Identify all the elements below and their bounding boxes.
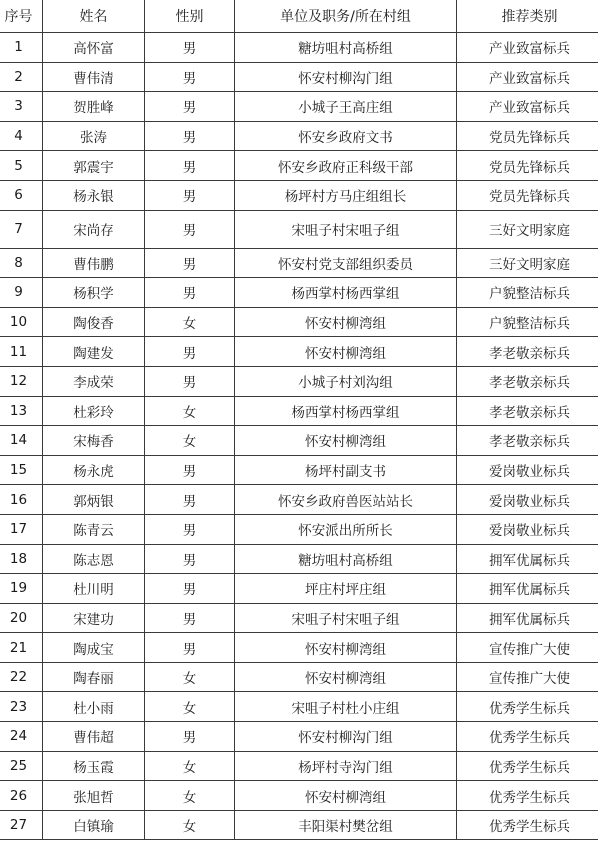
cell-gender: 女 bbox=[145, 426, 235, 456]
cell-category: 党员先锋标兵 bbox=[457, 180, 598, 210]
cell-unit-position: 怀安乡政府文书 bbox=[235, 121, 457, 151]
cell-serial-number: 26 bbox=[0, 781, 43, 811]
cell-serial-number: 6 bbox=[0, 180, 43, 210]
cell-unit-position: 糖坊咀村高桥组 bbox=[235, 33, 457, 63]
table-row bbox=[0, 426, 598, 456]
table-row bbox=[0, 337, 598, 367]
cell-unit-position: 怀安村柳湾组 bbox=[235, 337, 457, 367]
header-name: 姓名 bbox=[43, 0, 145, 33]
cell-serial-number: 22 bbox=[0, 662, 43, 692]
table-row bbox=[0, 248, 598, 278]
cell-gender: 男 bbox=[145, 92, 235, 122]
table-row bbox=[0, 210, 598, 248]
cell-gender: 男 bbox=[145, 248, 235, 278]
table-row bbox=[0, 574, 598, 604]
cell-serial-number: 16 bbox=[0, 485, 43, 515]
cell-unit-position: 怀安村柳沟门组 bbox=[235, 62, 457, 92]
cell-gender: 男 bbox=[145, 544, 235, 574]
cell-gender: 男 bbox=[145, 514, 235, 544]
cell-name: 郭震宇 bbox=[43, 151, 145, 181]
cell-unit-position: 怀安派出所所长 bbox=[235, 514, 457, 544]
cell-name: 曹伟鹏 bbox=[43, 248, 145, 278]
cell-name: 杜川明 bbox=[43, 574, 145, 604]
table-row bbox=[0, 151, 598, 181]
table-row bbox=[0, 781, 598, 811]
cell-serial-number: 3 bbox=[0, 92, 43, 122]
cell-category: 三好文明家庭 bbox=[457, 248, 598, 278]
cell-serial-number: 24 bbox=[0, 722, 43, 752]
table-row bbox=[0, 92, 598, 122]
cell-unit-position: 怀安村柳沟门组 bbox=[235, 722, 457, 752]
cell-serial-number: 17 bbox=[0, 514, 43, 544]
cell-gender: 男 bbox=[145, 180, 235, 210]
cell-gender: 男 bbox=[145, 151, 235, 181]
cell-category: 优秀学生标兵 bbox=[457, 722, 598, 752]
cell-gender: 女 bbox=[145, 662, 235, 692]
cell-name: 郭炳银 bbox=[43, 485, 145, 515]
cell-gender: 男 bbox=[145, 603, 235, 633]
cell-unit-position: 宋咀子村杜小庄组 bbox=[235, 692, 457, 722]
cell-gender: 女 bbox=[145, 781, 235, 811]
cell-category: 宣传推广大使 bbox=[457, 633, 598, 663]
cell-serial-number: 19 bbox=[0, 574, 43, 604]
cell-serial-number: 4 bbox=[0, 121, 43, 151]
cell-serial-number: 27 bbox=[0, 810, 43, 840]
cell-name: 杨永虎 bbox=[43, 455, 145, 485]
cell-unit-position: 怀安乡政府正科级干部 bbox=[235, 151, 457, 181]
cell-serial-number: 13 bbox=[0, 396, 43, 426]
cell-category: 爱岗敬业标兵 bbox=[457, 485, 598, 515]
cell-name: 宋建功 bbox=[43, 603, 145, 633]
table-row bbox=[0, 603, 598, 633]
cell-category: 党员先锋标兵 bbox=[457, 121, 598, 151]
cell-gender: 男 bbox=[145, 278, 235, 308]
cell-category: 孝老敬亲标兵 bbox=[457, 396, 598, 426]
header-serial-number: 序号 bbox=[0, 0, 43, 33]
cell-serial-number: 2 bbox=[0, 62, 43, 92]
cell-serial-number: 1 bbox=[0, 33, 43, 63]
cell-name: 杨玉霞 bbox=[43, 751, 145, 781]
cell-name: 白镇瑜 bbox=[43, 810, 145, 840]
cell-unit-position: 宋咀子村宋咀子组 bbox=[235, 210, 457, 248]
cell-unit-position: 怀安乡政府兽医站站长 bbox=[235, 485, 457, 515]
cell-unit-position: 小城子村刘沟组 bbox=[235, 366, 457, 396]
cell-category: 孝老敬亲标兵 bbox=[457, 426, 598, 456]
cell-unit-position: 杨西掌村杨西掌组 bbox=[235, 278, 457, 308]
cell-category: 党员先锋标兵 bbox=[457, 151, 598, 181]
cell-name: 张旭哲 bbox=[43, 781, 145, 811]
cell-name: 曹伟超 bbox=[43, 722, 145, 752]
cell-category: 孝老敬亲标兵 bbox=[457, 337, 598, 367]
cell-gender: 男 bbox=[145, 337, 235, 367]
cell-gender: 女 bbox=[145, 810, 235, 840]
table-body bbox=[0, 33, 598, 840]
table-row bbox=[0, 121, 598, 151]
cell-category: 优秀学生标兵 bbox=[457, 692, 598, 722]
cell-name: 陶建发 bbox=[43, 337, 145, 367]
cell-gender: 女 bbox=[145, 692, 235, 722]
cell-category: 拥军优属标兵 bbox=[457, 574, 598, 604]
cell-gender: 男 bbox=[145, 633, 235, 663]
cell-category: 爱岗敬业标兵 bbox=[457, 514, 598, 544]
table-row bbox=[0, 544, 598, 574]
cell-category: 孝老敬亲标兵 bbox=[457, 366, 598, 396]
table-row bbox=[0, 455, 598, 485]
cell-name: 杜小雨 bbox=[43, 692, 145, 722]
cell-serial-number: 8 bbox=[0, 248, 43, 278]
table-row bbox=[0, 633, 598, 663]
cell-unit-position: 杨坪村寺沟门组 bbox=[235, 751, 457, 781]
cell-unit-position: 杨坪村方马庄组组长 bbox=[235, 180, 457, 210]
table-row bbox=[0, 33, 598, 63]
cell-serial-number: 23 bbox=[0, 692, 43, 722]
table-row bbox=[0, 810, 598, 840]
table-row bbox=[0, 514, 598, 544]
cell-category: 三好文明家庭 bbox=[457, 210, 598, 248]
cell-gender: 男 bbox=[145, 455, 235, 485]
cell-category: 产业致富标兵 bbox=[457, 92, 598, 122]
cell-gender: 女 bbox=[145, 307, 235, 337]
cell-category: 产业致富标兵 bbox=[457, 33, 598, 63]
cell-unit-position: 怀安村柳湾组 bbox=[235, 662, 457, 692]
cell-unit-position: 坪庄村坪庄组 bbox=[235, 574, 457, 604]
cell-name: 曹伟清 bbox=[43, 62, 145, 92]
header-category: 推荐类别 bbox=[457, 0, 598, 33]
table-row bbox=[0, 62, 598, 92]
cell-name: 张涛 bbox=[43, 121, 145, 151]
cell-unit-position: 怀安村党支部组织委员 bbox=[235, 248, 457, 278]
cell-unit-position: 怀安村柳湾组 bbox=[235, 781, 457, 811]
cell-gender: 男 bbox=[145, 62, 235, 92]
cell-name: 陶俊香 bbox=[43, 307, 145, 337]
cell-category: 优秀学生标兵 bbox=[457, 751, 598, 781]
cell-name: 宋尚存 bbox=[43, 210, 145, 248]
table-row bbox=[0, 307, 598, 337]
cell-name: 李成荣 bbox=[43, 366, 145, 396]
cell-gender: 男 bbox=[145, 121, 235, 151]
cell-gender: 男 bbox=[145, 366, 235, 396]
cell-name: 陈志恩 bbox=[43, 544, 145, 574]
cell-unit-position: 怀安村柳湾组 bbox=[235, 426, 457, 456]
table-row bbox=[0, 396, 598, 426]
cell-category: 宣传推广大使 bbox=[457, 662, 598, 692]
cell-category: 优秀学生标兵 bbox=[457, 781, 598, 811]
cell-serial-number: 14 bbox=[0, 426, 43, 456]
cell-category: 拥军优属标兵 bbox=[457, 603, 598, 633]
cell-unit-position: 杨坪村副支书 bbox=[235, 455, 457, 485]
cell-name: 杨永银 bbox=[43, 180, 145, 210]
cell-gender: 男 bbox=[145, 33, 235, 63]
cell-serial-number: 7 bbox=[0, 210, 43, 248]
cell-gender: 男 bbox=[145, 722, 235, 752]
cell-unit-position: 怀安村柳湾组 bbox=[235, 633, 457, 663]
cell-name: 杨积学 bbox=[43, 278, 145, 308]
cell-name: 宋梅香 bbox=[43, 426, 145, 456]
table-row bbox=[0, 722, 598, 752]
cell-name: 陶成宝 bbox=[43, 633, 145, 663]
table-row bbox=[0, 180, 598, 210]
table-row bbox=[0, 662, 598, 692]
cell-serial-number: 15 bbox=[0, 455, 43, 485]
cell-category: 户貌整洁标兵 bbox=[457, 278, 598, 308]
cell-serial-number: 11 bbox=[0, 337, 43, 367]
cell-serial-number: 12 bbox=[0, 366, 43, 396]
cell-category: 优秀学生标兵 bbox=[457, 810, 598, 840]
cell-category: 户貌整洁标兵 bbox=[457, 307, 598, 337]
cell-category: 产业致富标兵 bbox=[457, 62, 598, 92]
cell-unit-position: 丰阳渠村樊岔组 bbox=[235, 810, 457, 840]
cell-serial-number: 25 bbox=[0, 751, 43, 781]
cell-unit-position: 糖坊咀村高桥组 bbox=[235, 544, 457, 574]
cell-name: 陈青云 bbox=[43, 514, 145, 544]
header-gender: 性别 bbox=[145, 0, 235, 33]
cell-gender: 男 bbox=[145, 485, 235, 515]
cell-gender: 女 bbox=[145, 396, 235, 426]
cell-gender: 男 bbox=[145, 574, 235, 604]
cell-gender: 男 bbox=[145, 210, 235, 248]
cell-serial-number: 18 bbox=[0, 544, 43, 574]
cell-unit-position: 宋咀子村宋咀子组 bbox=[235, 603, 457, 633]
cell-category: 爱岗敬业标兵 bbox=[457, 455, 598, 485]
table-row bbox=[0, 278, 598, 308]
cell-category: 拥军优属标兵 bbox=[457, 544, 598, 574]
cell-unit-position: 怀安村柳湾组 bbox=[235, 307, 457, 337]
header-unit-position: 单位及职务/所在村组 bbox=[235, 0, 457, 33]
cell-name: 陶春丽 bbox=[43, 662, 145, 692]
cell-serial-number: 20 bbox=[0, 603, 43, 633]
table-row bbox=[0, 692, 598, 722]
table-row bbox=[0, 485, 598, 515]
cell-unit-position: 小城子王高庄组 bbox=[235, 92, 457, 122]
table-row bbox=[0, 366, 598, 396]
cell-unit-position: 杨西掌村杨西掌组 bbox=[235, 396, 457, 426]
cell-serial-number: 10 bbox=[0, 307, 43, 337]
cell-serial-number: 9 bbox=[0, 278, 43, 308]
cell-name: 贺胜峰 bbox=[43, 92, 145, 122]
cell-gender: 女 bbox=[145, 751, 235, 781]
cell-name: 杜彩玲 bbox=[43, 396, 145, 426]
table-row bbox=[0, 751, 598, 781]
cell-name: 高怀富 bbox=[43, 33, 145, 63]
cell-serial-number: 5 bbox=[0, 151, 43, 181]
table-header-row bbox=[0, 0, 598, 33]
cell-serial-number: 21 bbox=[0, 633, 43, 663]
